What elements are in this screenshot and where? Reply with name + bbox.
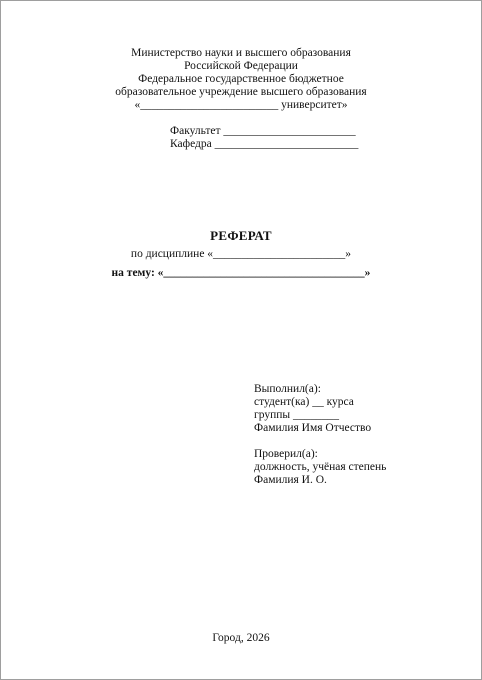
- ministry-line-1: Министерство науки и высшего образования: [131, 47, 351, 59]
- discipline-line: по дисциплине «_______________________»: [130, 248, 352, 260]
- checker-name-line: Фамилия И. О.: [254, 474, 327, 486]
- document-title: РЕФЕРАТ: [210, 228, 272, 243]
- performed-label: Выполнил(а):: [254, 383, 321, 395]
- topic-line: на тему: «___________________________________»: [111, 267, 371, 279]
- group-line: группы ________: [254, 409, 339, 421]
- department-line: Кафедра _________________________: [170, 138, 359, 150]
- institution-line-2: образовательное учреждение высшего образования: [115, 86, 367, 98]
- ministry-line-2: Российской Федерации: [184, 60, 298, 72]
- student-line: студент(ка) __ курса: [254, 396, 354, 408]
- checked-label: Проверил(а):: [254, 448, 318, 460]
- faculty-line: Факультет _______________________: [170, 125, 356, 137]
- institution-line-1: Федеральное государственное бюджетное: [138, 73, 344, 85]
- position-line: должность, учёная степень: [254, 461, 387, 473]
- university-line: «________________________ университет»: [134, 99, 348, 111]
- city-year: Город, 2026: [212, 632, 270, 644]
- student-name-line: Фамилия Имя Отчество: [254, 422, 372, 434]
